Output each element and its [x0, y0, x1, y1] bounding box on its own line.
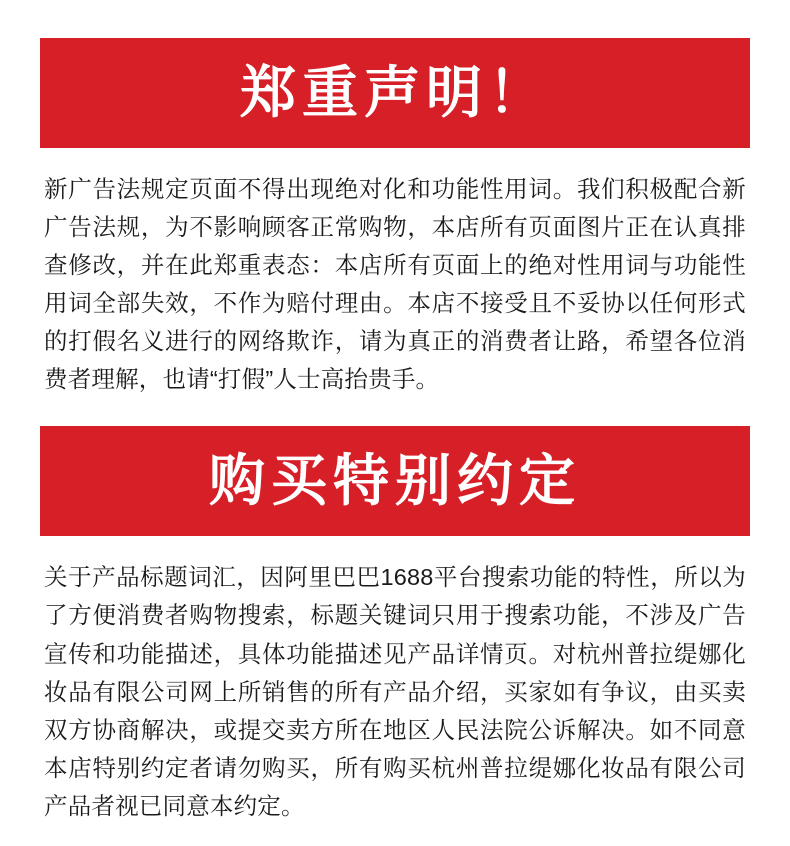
- purchase-agreement-paragraph: 关于产品标题词汇，因阿里巴巴1688平台搜索功能的特性，所以为了方便消费者购物搜索，标题关键词只用于搜索功能，不涉及广告宣传和功能描述，具体功能描述见产品详情页。对杭州普拉缇娜化妆品有限公司网上所销售的所有产品介绍，买家如有争议，由买卖双方协商解决，或提交卖方所在地区人民法院公诉解决。如不同意本店特别约定者请勿购买，所有购买杭州普拉缇娜化妆品有限公司产品者视已同意本约定。: [44, 564, 746, 819]
- statement-page: [0, 38, 790, 846]
- purchase-agreement-banner-title: 购买特别约定: [209, 449, 581, 513]
- purchase-agreement-banner: [40, 426, 750, 536]
- statement-banner-title: 郑重声明！: [240, 61, 550, 124]
- statement-paragraph: 新广告法规定页面不得出现绝对化和功能性用词。我们积极配合新广告法规，为不影响顾客正常购物，本店所有页面图片正在认真排查修改，并在此郑重表态：本店所有页面上的绝对性用词与功能性用词全部失效，不作为赔付理由。本店不接受且不妥协以任何形式的打假名义进行的网络欺诈，请为真正的消费者让路，希望各位消费者理解，也请“打假”人士高抬贵手。: [44, 176, 746, 393]
- statement-banner: [40, 38, 750, 148]
- section-spacer: [0, 398, 790, 404]
